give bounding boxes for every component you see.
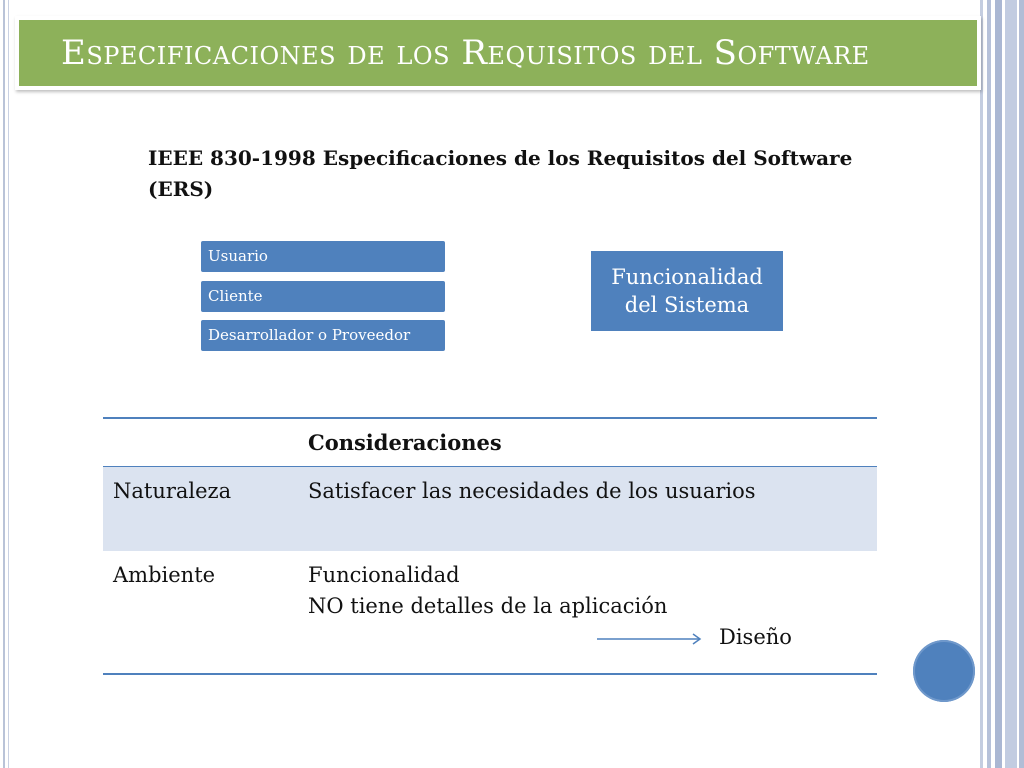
table-bottom-border (103, 673, 877, 675)
circle-decoration (913, 640, 975, 702)
ambiente-line-detalles: NO tiene detalles de la aplicación (308, 594, 668, 618)
row-label-ambiente: Ambiente (113, 563, 216, 587)
standard-heading: IEEE 830-1998 Especificaciones de los Requisitos del Software (ERS) (148, 146, 853, 201)
right-border-line (995, 0, 1002, 768)
right-border-line (987, 0, 991, 768)
considerations-table (103, 417, 877, 675)
role-box-desarrollador: Desarrollador o Proveedor (201, 320, 445, 351)
right-arrow-icon (597, 633, 703, 645)
functionality-box (591, 251, 783, 331)
header-cell-consideraciones: Consideraciones (308, 430, 502, 455)
table-row (103, 467, 877, 551)
title-bar (15, 16, 981, 90)
ambiente-arrow-row (308, 622, 792, 653)
ambiente-line-diseno: Diseño (719, 625, 792, 649)
functionality-line-2: del Sistema (624, 293, 750, 317)
ambiente-line-funcionalidad: Funcionalidad (308, 563, 460, 587)
role-box-cliente: Cliente (201, 281, 445, 312)
table-header-row (103, 419, 877, 466)
functionality-line-1: Funcionalidad (611, 265, 763, 289)
table-row (103, 551, 877, 672)
right-border-line (980, 0, 983, 768)
row-value-ambiente (308, 560, 792, 653)
title-background (19, 20, 977, 86)
row-label-naturaleza: Naturaleza (113, 479, 232, 503)
left-border-line (3, 0, 5, 768)
right-border-line (1005, 0, 1017, 768)
right-border-line (1019, 0, 1024, 768)
role-box-usuario: Usuario (201, 241, 445, 272)
left-border-line-inner (8, 0, 9, 768)
row-value-naturaleza: Satisfacer las necesidades de los usuarios (308, 479, 756, 503)
slide-title: Especificaciones de los Requisitos del Software (61, 33, 870, 73)
